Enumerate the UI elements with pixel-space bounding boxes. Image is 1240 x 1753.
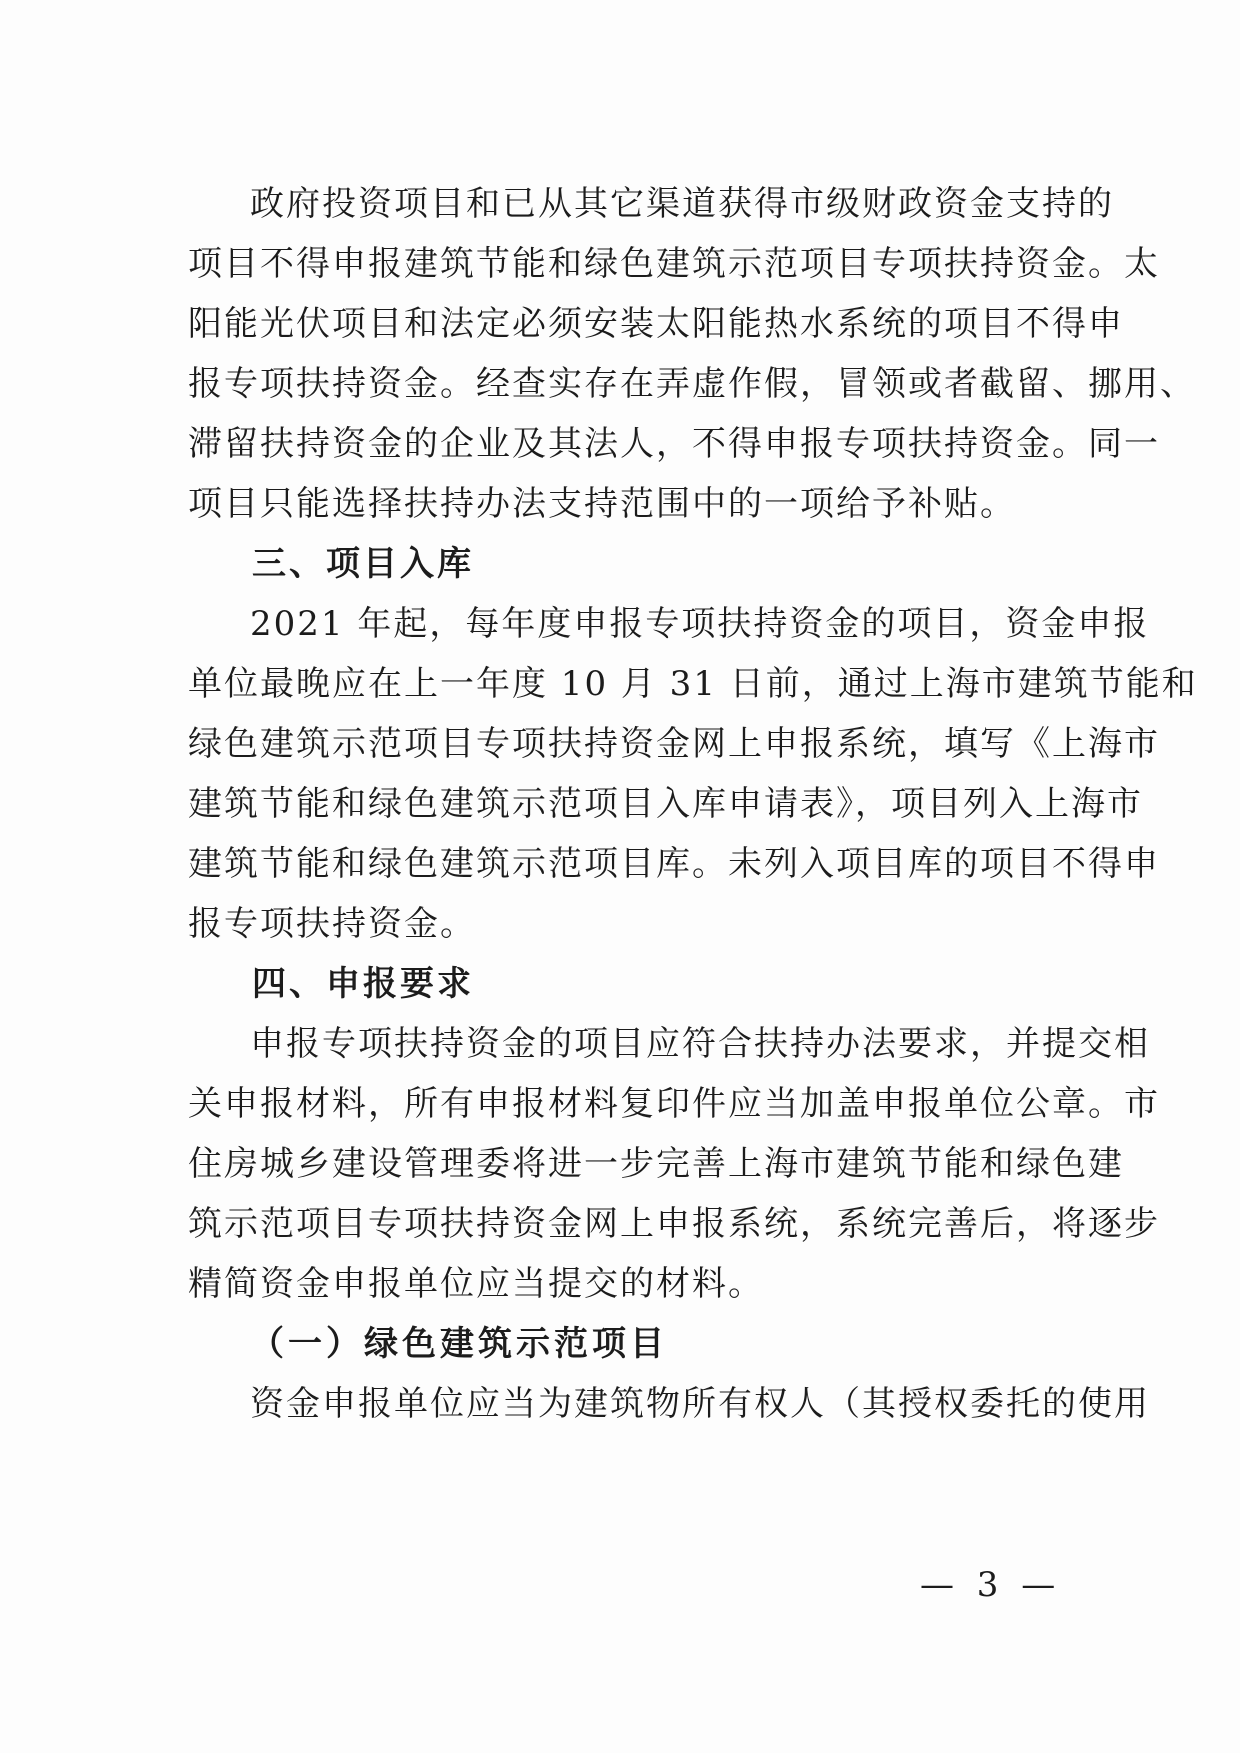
section-heading-project-library: 三、项目入库 xyxy=(252,544,474,584)
section-heading-application-requirements: 四、申报要求 xyxy=(252,964,474,1004)
page-number: — 3 — xyxy=(920,1565,1062,1605)
paragraph-2-line-2: 单位最晚应在上一年度 10 月 31 日前，通过上海市建筑节能和 xyxy=(188,664,1198,704)
paragraph-2-line-1: 2021 年起，每年度申报专项扶持资金的项目，资金申报 xyxy=(250,604,1150,644)
paragraph-3-line-2: 关申报材料，所有申报材料复印件应当加盖申报单位公章。市 xyxy=(188,1084,1160,1124)
paragraph-1-line-3: 阳能光伏项目和法定必须安装太阳能热水系统的项目不得申 xyxy=(188,304,1124,344)
paragraph-1-line-5: 滞留扶持资金的企业及其法人，不得申报专项扶持资金。同一 xyxy=(188,424,1160,464)
paragraph-1-line-1: 政府投资项目和已从其它渠道获得市级财政资金支持的 xyxy=(250,184,1114,224)
paragraph-3-line-5: 精简资金申报单位应当提交的材料。 xyxy=(188,1264,764,1304)
paragraph-2-line-5: 建筑节能和绿色建筑示范项目库。未列入项目库的项目不得申 xyxy=(188,844,1160,884)
paragraph-3-line-1: 申报专项扶持资金的项目应符合扶持办法要求，并提交相 xyxy=(250,1024,1150,1064)
subsection-heading-green-building-demo: （一）绿色建筑示范项目 xyxy=(250,1324,668,1364)
paragraph-1-line-4: 报专项扶持资金。经查实存在弄虚作假，冒领或者截留、挪用、 xyxy=(188,364,1196,404)
paragraph-4-line-1: 资金申报单位应当为建筑物所有权人（其授权委托的使用 xyxy=(250,1384,1150,1424)
paragraph-2-line-6: 报专项扶持资金。 xyxy=(188,904,476,944)
paragraph-2-line-4: 建筑节能和绿色建筑示范项目入库申请表》，项目列入上海市 xyxy=(188,784,1143,824)
paragraph-1-line-6: 项目只能选择扶持办法支持范围中的一项给予补贴。 xyxy=(188,484,1016,524)
paragraph-1-line-2: 项目不得申报建筑节能和绿色建筑示范项目专项扶持资金。太 xyxy=(188,244,1160,284)
paragraph-2-line-3: 绿色建筑示范项目专项扶持资金网上申报系统，填写《上海市 xyxy=(188,724,1160,764)
paragraph-3-line-3: 住房城乡建设管理委将进一步完善上海市建筑节能和绿色建 xyxy=(188,1144,1124,1184)
paragraph-3-line-4: 筑示范项目专项扶持资金网上申报系统，系统完善后，将逐步 xyxy=(188,1204,1160,1244)
